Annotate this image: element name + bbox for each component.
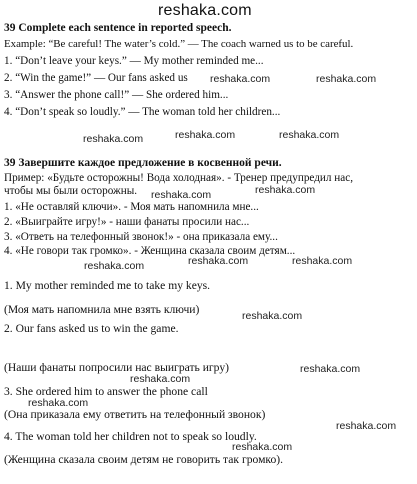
exercise-en-item: 3. “Answer the phone call!” — She ordered him... xyxy=(4,89,229,101)
watermark: reshaka.com xyxy=(255,184,316,196)
exercise-ru-example-2: чтобы мы были осторожны. xyxy=(4,185,138,197)
watermark: reshaka.com xyxy=(279,129,340,141)
exercise-en-example: Example: “Be careful! The water’s cold.” — The coach warned us to be careful. xyxy=(4,38,354,50)
watermark: reshaka.com xyxy=(130,373,191,385)
exercise-ru-item: 1. «Не оставляй ключи». - Моя мать напомнила мне... xyxy=(4,201,259,213)
watermark: reshaka.com xyxy=(28,397,89,409)
watermark: reshaka.com xyxy=(292,255,353,267)
exercise-ru-title: 39 Завершите каждое предложение в косвенной речи. xyxy=(4,157,282,169)
answer-ru: (Моя мать напомнила мне взять ключи) xyxy=(4,303,200,316)
watermark-top: reshaka.com xyxy=(158,2,252,19)
answer-en: 2. Our fans asked us to win the game. xyxy=(4,322,179,335)
answer-ru: (Наши фанаты попросили нас выиграть игру) xyxy=(4,361,229,374)
watermark: reshaka.com xyxy=(84,260,145,272)
watermark: reshaka.com xyxy=(316,73,377,85)
answer-ru: (Женщина сказала своим детям не говорить так громко). xyxy=(4,453,284,466)
exercise-ru-example-1: Пример: «Будьте осторожны! Вода холодная». - Тренер предупредил нас, xyxy=(4,172,354,184)
watermark: reshaka.com xyxy=(336,420,397,432)
watermark: reshaka.com xyxy=(83,133,144,145)
watermark: reshaka.com xyxy=(300,363,361,375)
exercise-en-item: 2. “Win the game!” — Our fans asked us xyxy=(4,72,188,84)
exercise-ru-item: 4. «Не говори так громко». - Женщина сказала своим детям... xyxy=(4,245,296,257)
answer-ru: (Она приказала ему ответить на телефонный звонок) xyxy=(4,408,266,421)
exercise-en-title: 39 Complete each sentence in reported speech. xyxy=(4,22,232,34)
watermark: reshaka.com xyxy=(175,129,236,141)
exercise-en-item: 4. “Don’t speak so loudly.” — The woman told her children... xyxy=(4,106,281,118)
answer-en: 3. She ordered him to answer the phone call xyxy=(4,385,208,398)
watermark: reshaka.com xyxy=(151,189,212,201)
exercise-ru-item: 3. «Ответь на телефонный звонок!» - она приказала ему... xyxy=(4,231,278,243)
watermark: reshaka.com xyxy=(242,310,303,322)
exercise-ru-item: 2. «Выиграйте игру!» - наши фанаты просили нас... xyxy=(4,216,250,228)
answer-en: 1. My mother reminded me to take my keys. xyxy=(4,279,211,292)
watermark: reshaka.com xyxy=(210,73,271,85)
answer-en: 4. The woman told her children not to speak so loudly. xyxy=(4,430,257,443)
watermark: reshaka.com xyxy=(188,255,249,267)
watermark: reshaka.com xyxy=(232,441,293,453)
exercise-en-item: 1. “Don’t leave your keys.” — My mother reminded me... xyxy=(4,55,264,67)
